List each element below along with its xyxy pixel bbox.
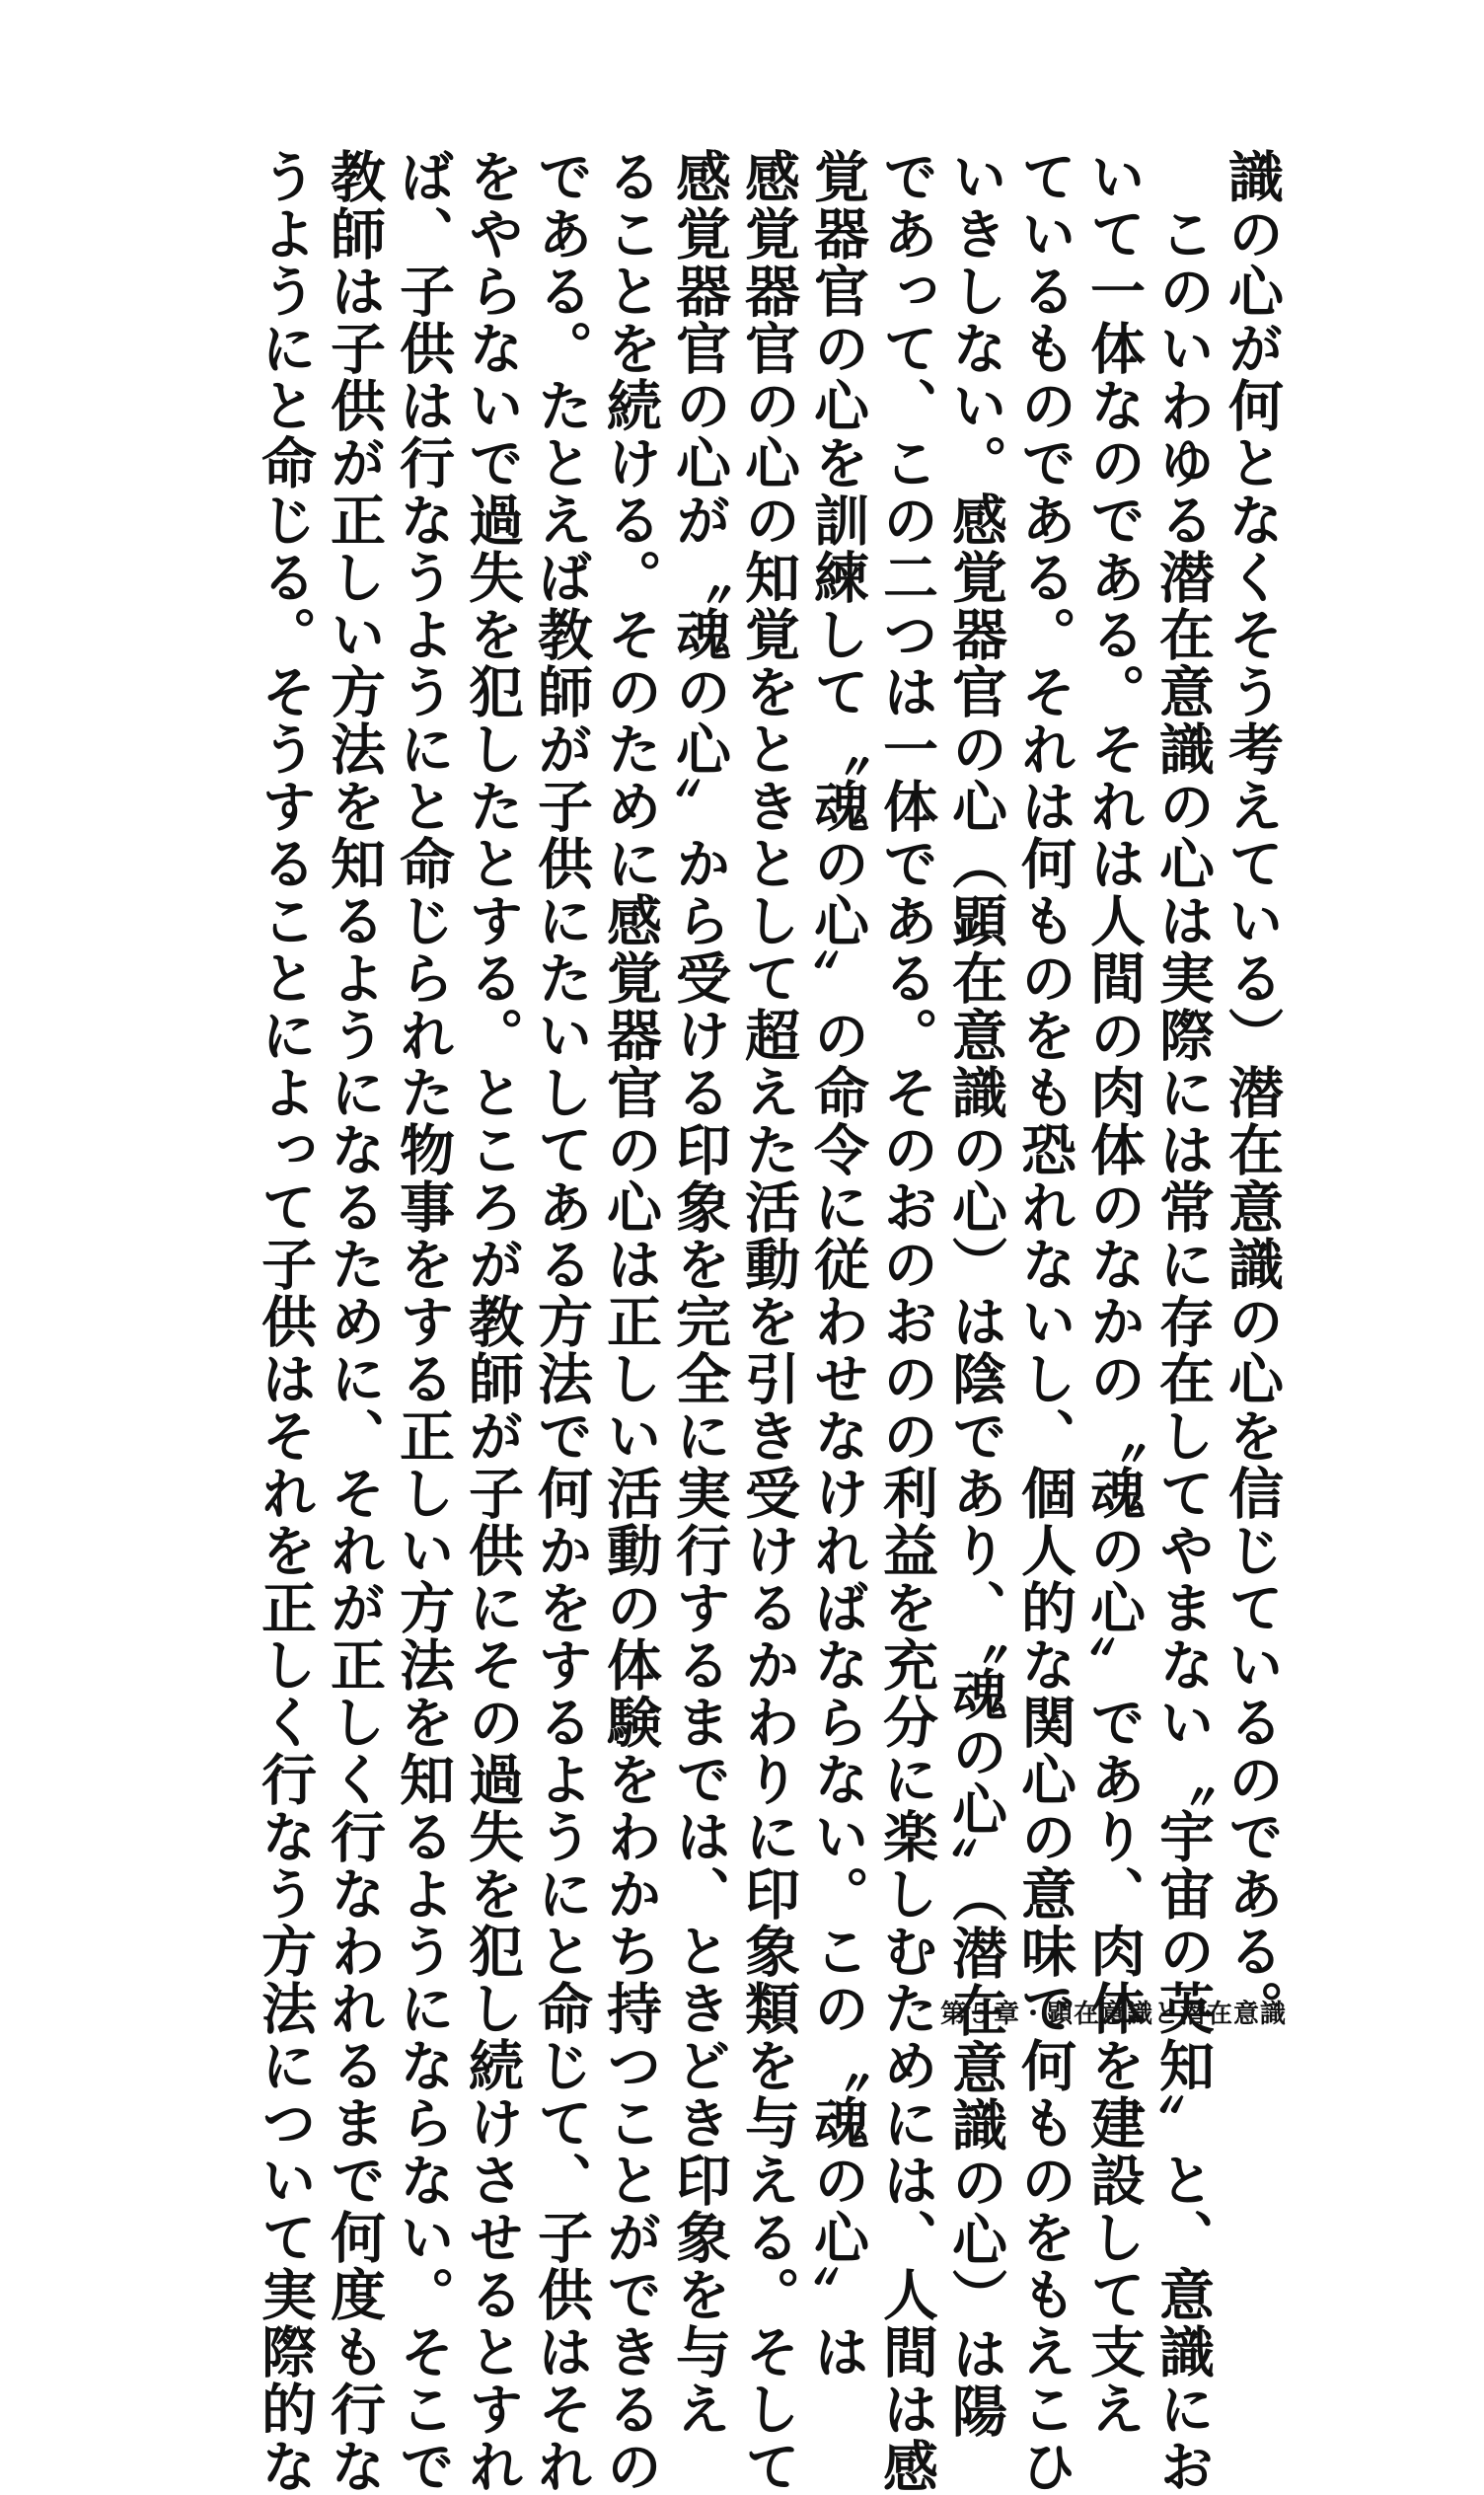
text-column: このいわゆる潜在意識の心は実際には常に存在してやまない〝宇宙の英知〟と、意識にお — [1150, 148, 1216, 2495]
text-column: 識の心が何となくそう考えている）潜在意識の心を信じているのである。 — [1220, 148, 1285, 2037]
text-column: うようにと命じる。そうすることによって子供はそれを正しく行なう方法について実際的な — [253, 148, 318, 2495]
text-column: 感覚器官の心が〝魂の心〟から受ける印象を完全に実行するまでは、ときどき印象を与え — [667, 148, 732, 2438]
text-column: ているものである。それは何ものをも恐れないし、個人的な関心の意味で何ものをもえこひ — [1012, 148, 1077, 2495]
text-column: いて一体なのである。それは人間の肉体のなかの〝魂の心〟であり、肉体を建設して支え — [1081, 148, 1147, 2438]
text-column: ることを続ける。そのために感覚器官の心は正しい活動の体験をわかち持つことができるの — [598, 148, 663, 2495]
text-column: いきしない。感覚器官の心（顕在意識の心）は陰であり、〝魂の心〟（潜在意識の心）は陽 — [943, 148, 1008, 2440]
text-column: をやらないで過失を犯したとする。ところが教師が子供にその過失を犯し続けさせるとすれ — [460, 148, 525, 2495]
running-footer: 第５章・顕在意識と潜在意識 — [939, 2000, 1287, 2029]
text-column: 感覚器官の心の知覚をときとして超えた活動を引き受けるかわりに印象類を与える。そして — [736, 148, 801, 2495]
text-column: 覚器官の心を訓練して〝魂の心〟の命令に従わせなければならない。この〝魂の心〟は — [805, 148, 870, 2381]
text-column: であって、この二つは一体である。そのおのおのの利益を充分に楽しむためには、人間は感 — [874, 148, 939, 2495]
text-column: 教師は子供が正しい方法を知るようになるために、それが正しく行なわれるまで何度も行な — [322, 148, 387, 2495]
text-column: ば、子供は行なうようにと命じられた物事をする正しい方法を知るようにならない。そこで — [391, 148, 456, 2495]
text-column: である。たとえば教師が子供にたいしてある方法で何かをするようにと命じて、子供はそれ — [529, 148, 594, 2495]
